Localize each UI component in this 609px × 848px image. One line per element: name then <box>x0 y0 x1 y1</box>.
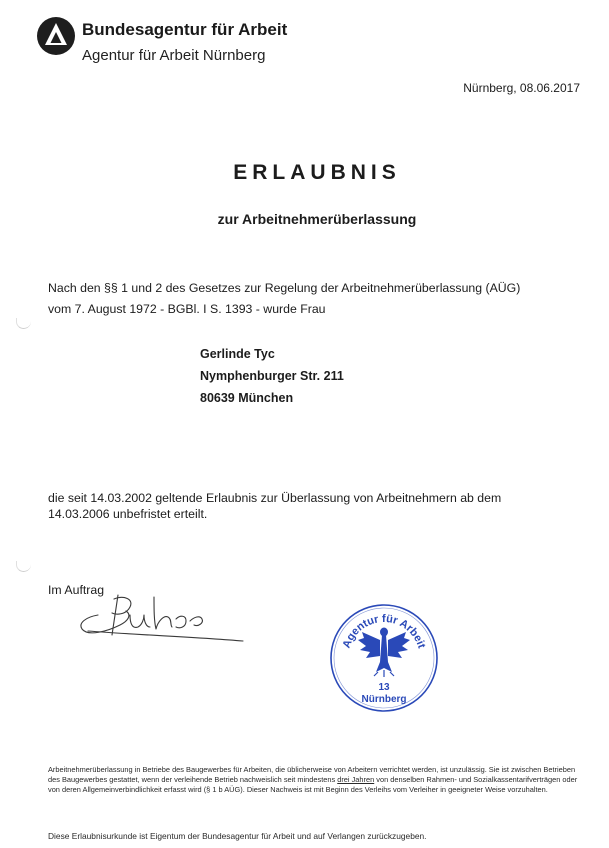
document-subtitle: zur Arbeitnehmerüberlassung <box>217 211 417 227</box>
fine-print-footer: Diese Erlaubnisurkunde ist Eigentum der Bundesagentur für Arbeit und auf Verlangen zurückzugeben. <box>48 831 427 841</box>
punch-hole-mark <box>16 561 31 572</box>
handwritten-signature <box>68 585 248 645</box>
fine-print-part-1: Arbeitnehmerüberlassung in Betriebe des Baugewerbes für Arbeiten, die üblicherweise von Arbeitern verrichtet werden, ist unzulässig. Sie ist zwischen Betrieben des Baugewerbes gestattet, wenn der verleihende Betrieb nachweislich seit mindestens <box>48 765 576 784</box>
official-seal <box>328 602 440 714</box>
punch-hole-mark <box>16 318 31 329</box>
org-subtitle: Agentur für Arbeit Nürnberg <box>82 47 266 64</box>
agency-logo-icon <box>36 16 76 56</box>
fine-print <box>48 765 588 795</box>
recipient-name: Gerlinde Tyc <box>200 347 275 361</box>
seal-top-text: Agentur für Arbeit <box>340 612 428 650</box>
fine-print-part-2: von denselben Rahmen- und Sozialkassentarifverträgen oder von deren Allgemeinverbindlichkeit erfasst wird (§ 1 b AÜG). Dieser Nachweis ist mit Beginn des Verleihs vom Verleiher in geeigneter Weise vorzuhalten. <box>48 775 578 794</box>
grant-line-1: die seit 14.03.2002 geltende Erlaubnis zur Überlassung von Arbeitnehmern ab dem <box>48 491 502 505</box>
intro-line-2: vom 7. August 1972 - BGBl. I S. 1393 - wurde Frau <box>48 302 326 316</box>
recipient-city: 80639 München <box>200 391 294 405</box>
document-title: ERLAUBNIS <box>233 161 401 184</box>
org-name: Bundesagentur für Arbeit <box>82 20 288 39</box>
fine-print-underlined: drei Jahren <box>337 775 375 784</box>
seal-bottom-text: Nürnberg <box>361 694 407 705</box>
intro-line-1: Nach den §§ 1 und 2 des Gesetzes zur Regelung der Arbeitnehmerüberlassung (AÜG) <box>48 281 521 295</box>
document-date: Nürnberg, 08.06.2017 <box>463 81 580 95</box>
recipient-street: Nymphenburger Str. 211 <box>200 369 344 383</box>
seal-number: 13 <box>378 682 390 693</box>
signoff: Im Auftrag <box>48 583 105 597</box>
eagle-emblem-icon <box>358 628 410 678</box>
grant-line-2: 14.03.2006 unbefristet erteilt. <box>48 507 208 521</box>
